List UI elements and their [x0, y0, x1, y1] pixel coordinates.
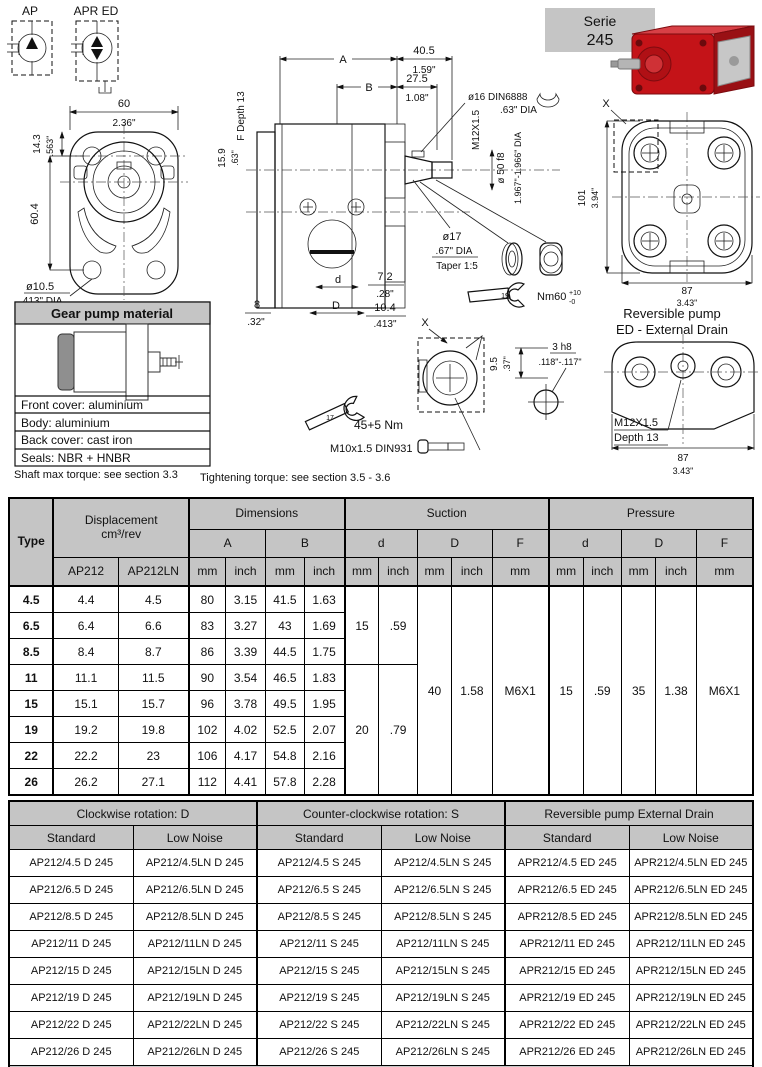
table-cell: 3.27	[225, 613, 265, 639]
technical-drawings	[0, 0, 762, 494]
nut-torque-plus: +10	[569, 290, 581, 297]
table-cell: 41.5	[266, 586, 304, 613]
table-cell: APR212/4.5 ED 245	[505, 850, 629, 877]
table-cell: 15	[345, 586, 379, 665]
column-header-b: B	[266, 530, 345, 558]
dim-p3-mm: 8	[253, 299, 261, 311]
table-cell: M6X1	[492, 586, 549, 795]
table-cell: 35	[621, 586, 655, 795]
front-height-mm: 60.4	[29, 203, 41, 225]
table-cell: .79	[379, 665, 417, 796]
table-cell: AP212/11 D 245	[9, 931, 133, 958]
table-cell: APR212/8.5LN ED 245	[629, 904, 753, 931]
column-header-suction-d: d	[345, 530, 418, 558]
unit-header: inch	[452, 558, 492, 587]
unit-header: inch	[304, 558, 344, 587]
table-cell: AP212/8.5 D 245	[9, 904, 133, 931]
front-hole-mm: ø10.5	[26, 281, 55, 293]
table-cell: APR212/4.5LN ED 245	[629, 850, 753, 877]
column-header-suction-F: F	[492, 530, 549, 558]
table-cell: AP212/6.5 D 245	[9, 877, 133, 904]
table-cell: APR212/22 ED 245	[505, 1012, 629, 1039]
ap-symbol	[7, 4, 52, 75]
subheader-low-noise: Low Noise	[133, 826, 257, 850]
dim-p3-inch: .32"	[247, 317, 265, 328]
table-cell: AP212/8.5LN S 245	[381, 904, 505, 931]
table-cell: 49.5	[266, 691, 304, 717]
table-cell: 11.5	[118, 665, 189, 691]
ordering-table-header	[9, 801, 753, 850]
x-ref-rear: X	[602, 98, 610, 110]
table-cell: APR212/22LN ED 245	[629, 1012, 753, 1039]
order-table-row	[9, 958, 753, 985]
front-width-mm: 60	[117, 98, 131, 110]
wrench-size-2: 17	[326, 415, 334, 422]
displacement-line1: Displacement	[84, 513, 158, 528]
table-cell: APR212/19 ED 245	[505, 985, 629, 1012]
table-cell: M6X1	[696, 586, 753, 795]
dim-b2-inch: 1.08"	[405, 93, 429, 104]
side-view-drawing	[217, 45, 581, 343]
table-cell: 1.95	[304, 691, 344, 717]
table-cell: 1.63	[304, 586, 344, 613]
table-cell: AP212/15 D 245	[9, 958, 133, 985]
front-view-drawing	[20, 98, 188, 307]
dim-p1-inch: .28"	[376, 289, 394, 300]
shaft-dia-inch: .67" DIA	[435, 246, 473, 257]
ap-symbol-label: AP	[21, 4, 39, 18]
unit-header: mm	[417, 558, 451, 587]
unit-header: inch	[656, 558, 696, 587]
material-box	[15, 302, 210, 466]
table-cell: AP212/19 D 245	[9, 985, 133, 1012]
subheader-standard: Standard	[9, 826, 133, 850]
table-cell: 15.1	[53, 691, 118, 717]
table-cell: AP212/11LN S 245	[381, 931, 505, 958]
order-table-row	[9, 1039, 753, 1066]
table-cell: AP212/4.5LN S 245	[381, 850, 505, 877]
table-cell: 6.5	[9, 613, 53, 639]
x-detail-drawing	[302, 336, 581, 455]
column-header-type: Type	[9, 498, 53, 586]
table-cell: AP212/26LN S 245	[381, 1039, 505, 1066]
shaft-dia-label: ø17	[442, 231, 462, 243]
detail-h-inch: .37"	[502, 356, 512, 372]
table-cell: 22	[9, 743, 53, 769]
table-cell: AP212/11 S 245	[257, 931, 381, 958]
dim-p2-mm: 10.4	[374, 302, 396, 314]
table-cell: 1.83	[304, 665, 344, 691]
dim-b2-mm: 27.5	[406, 73, 428, 85]
table-cell: 112	[189, 769, 225, 796]
table-cell: AP212/26LN D 245	[133, 1039, 257, 1066]
table-cell: 3.78	[225, 691, 265, 717]
rear-height-inch: 3.94"	[590, 187, 600, 209]
table-cell: 40	[417, 586, 451, 795]
table-cell: 22.2	[53, 743, 118, 769]
column-header-suction: Suction	[345, 498, 549, 530]
table-cell: 11.1	[53, 665, 118, 691]
table-cell: APR212/6.5LN ED 245	[629, 877, 753, 904]
dim-p2-inch: .413"	[373, 319, 397, 330]
group-header-clockwise: Clockwise rotation: D	[9, 801, 257, 826]
unit-header: mm	[696, 558, 753, 587]
order-table-row	[9, 904, 753, 931]
column-header-pressure-D: D	[621, 530, 696, 558]
table-cell: 1.38	[656, 586, 696, 795]
table-cell: 4.5	[9, 586, 53, 613]
table-cell: AP212/26 D 245	[9, 1039, 133, 1066]
table-cell: 26	[9, 769, 53, 796]
table-cell: AP212/4.5 D 245	[9, 850, 133, 877]
table-cell: 96	[189, 691, 225, 717]
table-cell: AP212/4.5 S 245	[257, 850, 381, 877]
table-cell: AP212/22LN S 245	[381, 1012, 505, 1039]
unit-header: mm	[549, 558, 583, 587]
table-cell: AP212/6.5LN S 245	[381, 877, 505, 904]
serie-label: Serie	[583, 13, 617, 29]
front-offset-mm: 14.3	[32, 134, 43, 154]
table-cell: 2.16	[304, 743, 344, 769]
reversible-title-2: ED - External Drain	[616, 322, 728, 337]
table-cell: 4.41	[225, 769, 265, 796]
dim-table-row	[9, 586, 753, 613]
column-header-pressure: Pressure	[549, 498, 753, 530]
x-ref-side: X	[421, 317, 429, 329]
key-section-inch: .118"-.117"	[538, 357, 582, 367]
order-table-row	[9, 877, 753, 904]
table-cell: 80	[189, 586, 225, 613]
dim-p1-mm: 7.2	[377, 271, 393, 283]
column-header-pressure-F: F	[696, 530, 753, 558]
table-cell: 44.5	[266, 639, 304, 665]
column-header-dimensions: Dimensions	[189, 498, 345, 530]
table-cell: AP212/19LN S 245	[381, 985, 505, 1012]
order-table-body	[9, 850, 753, 1066]
table-cell: 4.4	[53, 586, 118, 613]
note-tightening-torque: Tightening torque: see section 3.5 - 3.6	[200, 472, 391, 484]
table-cell: 3.39	[225, 639, 265, 665]
table-cell: .59	[379, 586, 417, 665]
material-row-seals: Seals: NBR + HNBR	[21, 451, 131, 465]
apred-symbol-label: APR ED	[73, 4, 119, 18]
order-table-row	[9, 850, 753, 877]
reversible-title-1: Reversible pump	[623, 306, 721, 321]
table-cell: 26.2	[53, 769, 118, 796]
table-cell: AP212/22 D 245	[9, 1012, 133, 1039]
thread-label: M12X1.5	[471, 109, 482, 151]
front-offset-inch: .563"	[45, 135, 55, 157]
unit-header: inch	[379, 558, 417, 587]
table-cell: 3.15	[225, 586, 265, 613]
subheader-standard: Standard	[505, 826, 629, 850]
drain-depth-label: Depth 13	[614, 432, 659, 444]
dim-h-mm: 15.9	[217, 148, 228, 168]
dimensions-table-header	[9, 498, 753, 586]
table-cell: AP212/15LN S 245	[381, 958, 505, 985]
material-row-body: Body: aluminium	[21, 416, 110, 430]
dim-table-body	[9, 586, 753, 795]
table-cell: APR212/11LN ED 245	[629, 931, 753, 958]
table-cell: 57.8	[266, 769, 304, 796]
material-box-title: Gear pump material	[50, 306, 174, 321]
table-cell: 46.5	[266, 665, 304, 691]
rear-height-mm: 101	[577, 189, 588, 207]
rear-width-mm: 87	[681, 286, 693, 297]
pilot-inch-label: 1.967"-1.966" DIA	[513, 132, 523, 204]
table-cell: AP212/15 S 245	[257, 958, 381, 985]
table-cell: 23	[118, 743, 189, 769]
apred-symbol	[71, 4, 119, 93]
order-table-row	[9, 1012, 753, 1039]
table-cell: APR212/6.5 ED 245	[505, 877, 629, 904]
table-cell: APR212/8.5 ED 245	[505, 904, 629, 931]
unit-header: mm	[189, 558, 225, 587]
unit-header: inch	[583, 558, 621, 587]
table-cell: 15.7	[118, 691, 189, 717]
table-cell: .59	[583, 586, 621, 795]
table-cell: AP212/4.5LN D 245	[133, 850, 257, 877]
table-cell: 8.5	[9, 639, 53, 665]
group-header-counter-clockwise: Counter-clockwise rotation: S	[257, 801, 505, 826]
table-cell: 43	[266, 613, 304, 639]
serie-number: 245	[586, 32, 614, 49]
note-shaft-torque: Shaft max torque: see section 3.3	[14, 469, 178, 481]
table-cell: AP212/6.5 S 245	[257, 877, 381, 904]
table-cell: AP212/22 S 245	[257, 1012, 381, 1039]
reversible-drawing	[604, 306, 760, 476]
reversible-width-inch: 3.43"	[672, 466, 694, 476]
table-cell: AP212/26 S 245	[257, 1039, 381, 1066]
drain-thread-label: M12X1.5	[614, 417, 659, 429]
key-label: ø16 DIN6888	[468, 92, 528, 103]
table-cell: 52.5	[266, 717, 304, 743]
displacement-line2: cm³/rev	[101, 527, 142, 541]
ordering-table	[8, 800, 754, 1067]
subheader-low-noise: Low Noise	[381, 826, 505, 850]
bolt-label: M10x1.5 DIN931	[330, 443, 413, 455]
table-cell: 8.4	[53, 639, 118, 665]
unit-header: mm	[621, 558, 655, 587]
detail-h-mm: 9.5	[489, 357, 500, 371]
table-cell: 11	[9, 665, 53, 691]
table-cell: 90	[189, 665, 225, 691]
dimensions-table	[8, 497, 754, 796]
table-cell: 1.69	[304, 613, 344, 639]
dim-ext-mm: 40.5	[413, 45, 435, 57]
column-header-displacement	[53, 498, 188, 558]
front-width-inch: 2.36"	[112, 118, 136, 129]
unit-header: mm	[492, 558, 549, 587]
table-cell: 2.07	[304, 717, 344, 743]
order-table-row	[9, 985, 753, 1012]
torque-label: 45+5 Nm	[354, 418, 404, 432]
pump-photo	[611, 26, 754, 94]
dim-h-inch: .63"	[230, 150, 240, 166]
dim-d-upper: D	[332, 300, 340, 312]
table-cell: APR212/15 ED 245	[505, 958, 629, 985]
unit-header: inch	[225, 558, 265, 587]
taper-label: Taper 1:5	[436, 261, 478, 272]
unit-header: mm	[266, 558, 304, 587]
table-cell: 102	[189, 717, 225, 743]
dim-b-label: B	[365, 82, 373, 94]
rear-view-drawing	[577, 98, 760, 308]
table-cell: 54.8	[266, 743, 304, 769]
column-header-ap212ln: AP212LN	[118, 558, 189, 587]
dim-a-label: A	[339, 54, 347, 66]
pilot-label: ø 50 f8	[496, 152, 507, 184]
key-inch-label: .63" DIA	[500, 105, 537, 116]
table-cell: 4.17	[225, 743, 265, 769]
table-cell: 15	[9, 691, 53, 717]
dim-ext-inch: 1.59"	[412, 65, 436, 76]
table-cell: AP212/19 S 245	[257, 985, 381, 1012]
table-cell: 8.7	[118, 639, 189, 665]
table-cell: AP212/15LN D 245	[133, 958, 257, 985]
order-table-row	[9, 931, 753, 958]
table-cell: 2.28	[304, 769, 344, 796]
key-section-mm: 3 h8	[552, 342, 572, 353]
table-cell: APR212/19LN ED 245	[629, 985, 753, 1012]
table-cell: AP212/6.5LN D 245	[133, 877, 257, 904]
table-cell: 4.5	[118, 586, 189, 613]
table-cell: AP212/11LN D 245	[133, 931, 257, 958]
table-cell: 6.6	[118, 613, 189, 639]
table-cell: 1.75	[304, 639, 344, 665]
table-cell: 83	[189, 613, 225, 639]
f-depth-label: F Depth 13	[236, 91, 247, 141]
table-cell: 1.58	[452, 586, 492, 795]
column-header-pressure-d: d	[549, 530, 622, 558]
table-cell: APR212/26LN ED 245	[629, 1039, 753, 1066]
table-cell: AP212/8.5 S 245	[257, 904, 381, 931]
table-cell: 19	[9, 717, 53, 743]
material-row-front-cover: Front cover: aluminium	[21, 398, 144, 412]
table-cell: 4.02	[225, 717, 265, 743]
table-cell: 3.54	[225, 665, 265, 691]
nut-torque-label: Nm60	[537, 291, 567, 303]
subheader-standard: Standard	[257, 826, 381, 850]
table-cell: AP212/19LN D 245	[133, 985, 257, 1012]
column-header-ap212: AP212	[53, 558, 118, 587]
table-cell: APR212/26 ED 245	[505, 1039, 629, 1066]
table-cell: AP212/22LN D 245	[133, 1012, 257, 1039]
table-cell: 86	[189, 639, 225, 665]
table-cell: AP212/8.5LN D 245	[133, 904, 257, 931]
table-cell: 20	[345, 665, 379, 796]
table-cell: 6.4	[53, 613, 118, 639]
group-header-reversible: Reversible pump External Drain	[505, 801, 753, 826]
table-cell: 19.8	[118, 717, 189, 743]
column-header-a: A	[189, 530, 266, 558]
unit-header: mm	[345, 558, 379, 587]
table-cell: 106	[189, 743, 225, 769]
wrench-size-1: 19	[501, 293, 509, 300]
nut-torque-minus: -0	[569, 299, 576, 306]
table-cell: APR212/11 ED 245	[505, 931, 629, 958]
dim-d-lower: d	[334, 274, 342, 286]
rear-width-inch: 3.43"	[676, 298, 698, 308]
subheader-low-noise: Low Noise	[629, 826, 753, 850]
table-cell: 19.2	[53, 717, 118, 743]
table-cell: 15	[549, 586, 583, 795]
reversible-width-mm: 87	[677, 453, 689, 464]
material-row-back-cover: Back cover: cast iron	[21, 433, 133, 447]
column-header-suction-D: D	[417, 530, 492, 558]
table-cell: 27.1	[118, 769, 189, 796]
table-cell: APR212/15LN ED 245	[629, 958, 753, 985]
